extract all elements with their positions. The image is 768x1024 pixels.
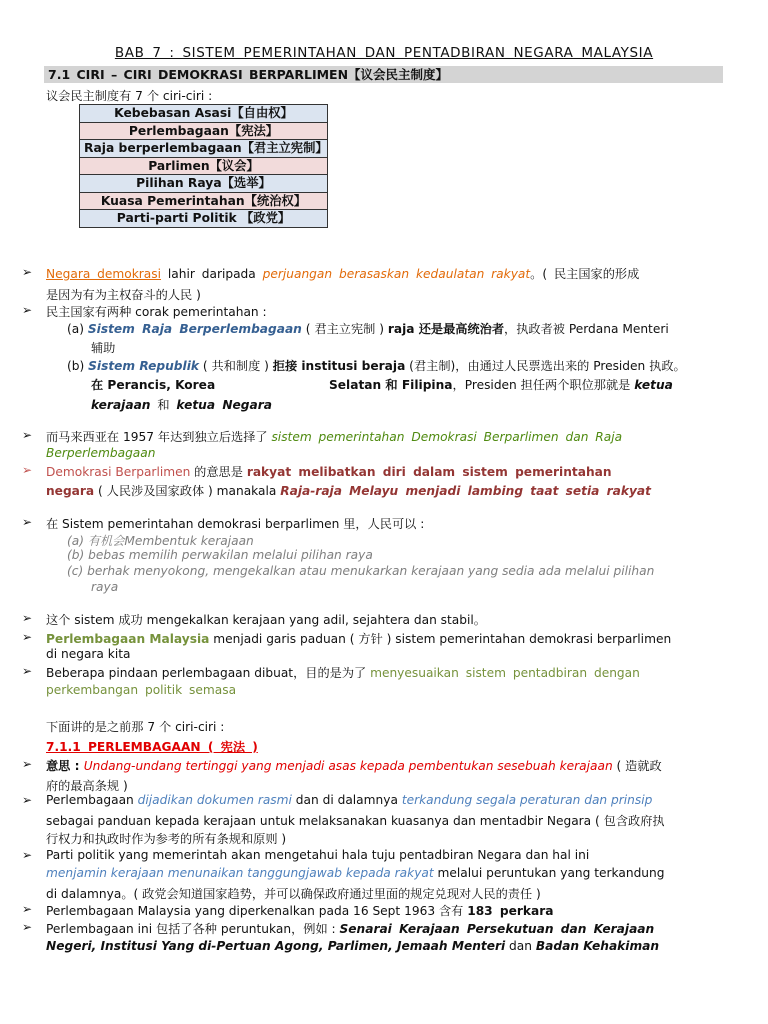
paragraph-line [46, 866, 665, 880]
bullet-icon: ➢ [22, 920, 33, 934]
paragraph-line: di dalamnya。( 政党会知道国家趋势，并可以确保政府通过里面的规定兑现对人民的责任 ) [46, 887, 541, 901]
paragraph-line [46, 920, 654, 937]
bullet-icon: ➢ [22, 757, 33, 771]
text: ( 造就政 [612, 759, 662, 773]
text: ，Presiden 担任两个职位那就是 [452, 378, 635, 392]
paragraph-line: 辅助 [91, 341, 116, 355]
bullet-icon: ➢ [22, 463, 33, 477]
paragraph-line: di negara kita [46, 647, 131, 661]
features-table [79, 104, 328, 228]
text: menjadi garis paduan ( 方针 ) sistem pemerintahan demokrasi berparlimen [209, 632, 672, 646]
text: melalui peruntukan yang terkandung [433, 866, 665, 880]
term: perjuangan berasaskan kedaulatan rakyat [262, 267, 531, 281]
text: ketua [634, 378, 673, 392]
paragraph-line: 府的最高条规 ) [46, 779, 128, 793]
bullet-icon: ➢ [22, 630, 33, 644]
text: Perlembagaan Malaysia yang diperkenalkan pada 16 Sept 1963 含有 [46, 904, 468, 918]
bullet-icon: ➢ [22, 515, 33, 529]
paragraph-line [329, 376, 673, 393]
paragraph-line [46, 265, 639, 282]
text: ( 君主立宪制 ) [301, 322, 388, 336]
feature-cell: Parlimen【议会】 [80, 157, 328, 175]
bullet-icon: ➢ [22, 664, 33, 678]
text: ( 共和制度 ) [199, 359, 273, 373]
paragraph-line: 下面讲的是之前那 7 个 ciri-ciri : [46, 720, 225, 734]
feature-cell: Kebebasan Asasi【自由权】 [80, 105, 328, 123]
paragraph-line: 民主国家有两种 corak pemerintahan : [46, 305, 267, 319]
paragraph-line: perkembangan politik semasa [46, 683, 237, 697]
chapter-title: BAB 7 : SISTEM PEMERINTAHAN DAN PENTADBIRAN NEGARA MALAYSIA [114, 45, 654, 61]
text: (b) [67, 359, 89, 373]
term: terkandung segala peraturan dan prinsip [401, 793, 653, 807]
term: negara [46, 484, 95, 498]
term: menyesuaikan sistem pentadbiran dengan [370, 666, 640, 680]
text: raja 还是最高统治者 [387, 322, 505, 336]
paragraph-line [67, 320, 669, 337]
text: 拒接 institusi beraja [272, 359, 406, 373]
text: 意思 : [46, 759, 84, 773]
text: Negeri, Institusi Yang di-Pertuan Agong, Parlimen, Jemaah Menteri [46, 939, 506, 953]
paragraph-line: 行权力和执政时作为参考的所有条规和原则 ) [46, 832, 287, 846]
text: 。( 民主国家的形成 [530, 267, 640, 281]
list-item: raya [91, 580, 119, 594]
term: Raja-raja Melayu menjadi lambing taat setia rakyat [280, 484, 651, 498]
text: (君主制)，由通过人民票选出来的 Presiden 执政。 [405, 359, 686, 373]
paragraph-line: sebagai panduan kepada kerajaan untuk melaksanakan kuasanya dan mentadbir Negara ( 包含政府执 [46, 814, 665, 828]
paragraph-line [46, 630, 671, 647]
text: lahir daripada [161, 267, 263, 281]
list-item: (c) berhak menyokong, mengekalkan atau menukarkan kerajaan yang sedia ada melalui pilihan [67, 564, 655, 578]
text: 183 perkara [467, 904, 554, 918]
section-heading-7-1: 7.1 CIRI – CIRI DEMOKRASI BERPARLIMEN【议会民主制度】 [44, 66, 723, 83]
term: dijadikan dokumen rasmi [137, 793, 292, 807]
paragraph-line [46, 463, 612, 480]
term: Sistem Republik [88, 359, 199, 373]
text: Perlembagaan ini 包括了各种 peruntukan，例如 : [46, 922, 340, 936]
list-item: (b) bebas memilih perwakilan melalui pilihan raya [67, 548, 373, 562]
bullet-icon: ➢ [22, 848, 33, 862]
text: (a) [67, 322, 88, 336]
text: ( 人民涉及国家政体 ) manakala [94, 484, 281, 498]
text: ketua Negara [176, 398, 272, 412]
text: ，执政者被 Perdana Menteri [504, 322, 669, 336]
text: Selatan 和 Filipina [329, 378, 453, 392]
text: Beberapa pindaan perlembagaan dibuat，目的是为了 [46, 666, 371, 680]
feature-cell: Parti-parti Politik 【政党】 [80, 210, 328, 228]
intro-text: 议会民主制度有 7 个 ciri-ciri : [46, 89, 213, 103]
bullet-icon: ➢ [22, 902, 33, 916]
paragraph-line: Berperlembagaan [46, 446, 156, 460]
term: rakyat melibatkan diri dalam sistem pemerintahan [246, 465, 612, 479]
bullet-icon: ➢ [22, 303, 33, 317]
paragraph-line [67, 357, 686, 374]
text: 的意思是 [190, 465, 247, 479]
text: Badan Kehakiman [535, 939, 660, 953]
text: 和 [150, 398, 177, 412]
text: Perlembagaan [46, 793, 138, 807]
bullet-icon: ➢ [22, 793, 33, 807]
feature-cell: Perlembagaan【宪法】 [80, 122, 328, 140]
text: kerajaan [91, 398, 151, 412]
text: dan di dalamnya [291, 793, 402, 807]
section-heading-7-1-1: 7.1.1 PERLEMBAGAAN ( 宪法 ) [46, 740, 258, 754]
term: Perlembagaan Malaysia [46, 632, 210, 646]
paragraph-line: 在 Perancis, Korea [91, 378, 216, 392]
feature-cell: Kuasa Pemerintahan【统治权】 [80, 192, 328, 210]
paragraph-line: 是因为有为主权奋斗的人民 ) [46, 288, 201, 302]
term: Negara demokrasi [46, 267, 162, 281]
paragraph-line [46, 428, 622, 445]
text: 而马来西亚在 1957 年达到独立后选择了 [46, 430, 272, 444]
bullet-icon: ➢ [22, 611, 33, 625]
term: sistem pemerintahan Demokrasi Berparlimen dan Raja [271, 430, 623, 444]
paragraph-line [91, 396, 272, 413]
paragraph-line [46, 939, 659, 953]
paragraph-line [46, 902, 553, 919]
bullet-icon: ➢ [22, 428, 33, 442]
text: dan [505, 939, 536, 953]
paragraph-line: 这个 sistem 成功 mengekalkan kerajaan yang adil, sejahtera dan stabil。 [46, 613, 486, 627]
feature-cell: Pilihan Raya【选举】 [80, 175, 328, 193]
feature-cell: Raja berperlembagaan【君主立宪制】 [80, 140, 328, 158]
paragraph-line [46, 482, 651, 499]
term: menjamin kerajaan menunaikan tanggungjawab kepada rakyat [46, 866, 434, 880]
term: Undang-undang tertinggi yang menjadi asas kepada pembentukan sesebuah kerajaan [83, 759, 613, 773]
bullet-icon: ➢ [22, 265, 33, 279]
paragraph-line: 在 Sistem pemerintahan demokrasi berparlimen 里，人民可以 : [46, 517, 425, 531]
text: Senarai Kerajaan Persekutuan dan Kerajaan [339, 922, 655, 936]
paragraph-line [46, 664, 640, 681]
term: Demokrasi Berparlimen [46, 465, 191, 479]
paragraph-line [46, 793, 652, 807]
list-item: (a) 有机会Membentuk kerajaan [67, 534, 254, 548]
paragraph-line [46, 757, 662, 774]
paragraph-line: Parti politik yang memerintah akan mengetahui hala tuju pentadbiran Negara dan hal ini [46, 848, 590, 862]
term: Sistem Raja Berperlembagaan [87, 322, 302, 336]
